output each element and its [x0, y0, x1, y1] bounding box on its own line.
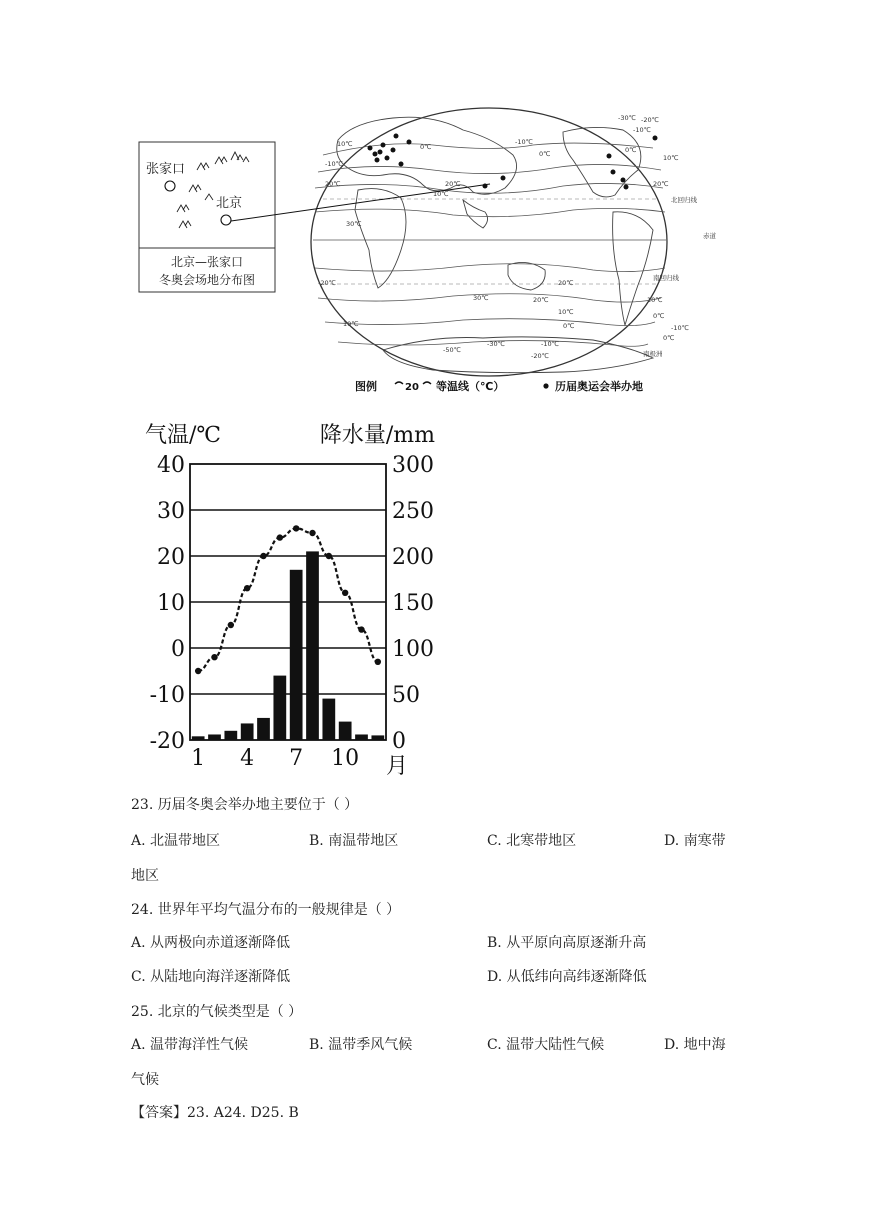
temperature-point [244, 585, 250, 591]
q23-option-a[interactable]: A. 北温带地区 [131, 833, 221, 849]
temperature-point [211, 654, 217, 660]
tropic-south-label: 南回归线 [653, 274, 679, 282]
iso-label: 10℃ [433, 190, 449, 198]
precipitation-bar [339, 722, 352, 740]
q24-option-a[interactable]: A. 从两极向赤道逐渐降低 [131, 935, 291, 951]
x-tick-label: 4 [240, 746, 255, 771]
iso-label: 0℃ [539, 150, 551, 158]
iso-label: -10℃ [515, 138, 533, 146]
precipitation-bar [241, 723, 254, 740]
iso-label: 0℃ [563, 322, 575, 330]
x-tick-label: 7 [289, 746, 304, 771]
iso-label: 30℃ [346, 220, 362, 228]
right-axis-label: 降水量/mm [319, 423, 435, 448]
right-tick-label: 300 [392, 453, 434, 478]
temperature-point [309, 530, 315, 536]
iso-label: 0℃ [625, 146, 637, 154]
precipitation-bar [192, 736, 205, 740]
precipitation-bar [290, 570, 303, 740]
equator-label: 赤道 [703, 232, 716, 240]
iso-label: 20℃ [325, 180, 341, 188]
left-tick-label: -10 [149, 683, 185, 708]
temperature-point [358, 626, 364, 632]
x-tick-label: 1 [191, 746, 206, 771]
legend-prefix: 图例 [355, 380, 377, 393]
q25-option-c[interactable]: C. 温带大陆性气候 [487, 1037, 605, 1053]
iso-label: 10℃ [343, 320, 359, 328]
inset-caption-line2: 冬奥会场地分布图 [158, 273, 256, 287]
q23-option-c[interactable]: C. 北寒带地区 [487, 833, 577, 849]
climate-chart [133, 410, 443, 785]
q25-option-a[interactable]: A. 温带海洋性气候 [131, 1037, 249, 1053]
q25-option-d[interactable]: D. 地中海 [664, 1037, 726, 1053]
precipitation-bar [322, 699, 335, 740]
iso-label: -10℃ [671, 324, 689, 332]
precipitation-bar [273, 676, 286, 740]
temperature-point [277, 534, 283, 540]
q24-option-d[interactable]: D. 从低纬向高纬逐渐降低 [487, 969, 647, 985]
q24-option-c[interactable]: C. 从陆地向海洋逐渐降低 [131, 969, 291, 985]
iso-label: 20℃ [558, 279, 574, 287]
iso-label: 10℃ [337, 140, 353, 148]
inset-label-beijing: 北京 [216, 196, 243, 211]
iso-label: -20℃ [641, 116, 659, 124]
legend-iso-text: 等温线（℃） [436, 380, 505, 393]
iso-label: -50℃ [443, 346, 461, 354]
iso-label: -10℃ [541, 340, 559, 348]
iso-label: 0℃ [663, 334, 675, 342]
iso-label: -30℃ [618, 114, 636, 122]
right-tick-label: 250 [392, 499, 434, 524]
precipitation-bar [257, 718, 270, 740]
legend-dot-icon [543, 383, 548, 388]
q25-option-d-continued: 气候 [131, 1072, 159, 1088]
question-23: 23. 历届冬奥会举办地主要位于（ ） [131, 797, 359, 813]
precipitation-bar [355, 734, 368, 740]
inset-caption-line1: 北京—张家口 [170, 255, 244, 269]
right-tick-label: 200 [392, 545, 434, 570]
q23-option-d[interactable]: D. 南寒带 [664, 833, 726, 849]
answer-line: 【答案】23. A24. D25. B [131, 1105, 299, 1121]
iso-label: 10℃ [663, 154, 679, 162]
temperature-curve [198, 528, 378, 671]
left-axis-label: 气温/℃ [145, 423, 222, 448]
temperature-point [228, 622, 234, 628]
question-24: 24. 世界年平均气温分布的一般规律是（ ） [131, 902, 401, 918]
precipitation-bar [224, 731, 237, 740]
iso-label: 20℃ [653, 180, 669, 188]
temperature-point [375, 659, 381, 665]
iso-label: 0℃ [653, 312, 665, 320]
right-tick-label: 100 [392, 637, 434, 662]
left-tick-label: 0 [171, 637, 185, 662]
right-tick-label: 150 [392, 591, 434, 616]
iso-label: -20℃ [531, 352, 549, 360]
q25-option-b[interactable]: B. 温带季风气候 [309, 1037, 413, 1053]
left-tick-label: -20 [149, 729, 185, 754]
precipitation-bar [371, 735, 384, 740]
month-unit-label: 月 [386, 754, 409, 779]
tropic-north-label: 北回归线 [671, 196, 697, 204]
right-tick-label: 0 [392, 729, 406, 754]
iso-label: -30℃ [487, 340, 505, 348]
question-25: 25. 北京的气候类型是（ ） [131, 1004, 303, 1020]
iso-label: -10℃ [633, 126, 651, 134]
q23-option-b[interactable]: B. 南温带地区 [309, 833, 399, 849]
precipitation-bar [208, 734, 221, 740]
temperature-point [293, 525, 299, 531]
iso-label: -20℃ [318, 279, 336, 287]
right-tick-label: 50 [392, 683, 420, 708]
iso-label: 20℃ [445, 180, 461, 188]
legend-iso-value: 20 [405, 382, 419, 393]
iso-label: 30℃ [473, 294, 489, 302]
iso-label: 10℃ [647, 296, 663, 304]
iso-label: 0℃ [420, 143, 432, 151]
iso-label: -10℃ [325, 160, 343, 168]
q24-option-b[interactable]: B. 从平原向高原逐渐升高 [487, 935, 647, 951]
left-tick-label: 20 [157, 545, 185, 570]
temperature-point [326, 553, 332, 559]
left-tick-label: 10 [157, 591, 185, 616]
iso-label: 20℃ [533, 296, 549, 304]
precipitation-bar [306, 551, 319, 740]
antarctica-label: 南极洲 [643, 350, 663, 358]
temperature-point [260, 553, 266, 559]
q23-option-d-continued: 地区 [131, 868, 159, 884]
temperature-point [342, 590, 348, 596]
inset-label-zhangjiakou: 张家口 [146, 162, 186, 177]
world-isotherm-map [133, 100, 723, 398]
iso-label: 10℃ [558, 308, 574, 316]
temperature-point [195, 668, 201, 674]
left-tick-label: 40 [157, 453, 185, 478]
x-tick-label: 10 [331, 746, 360, 771]
legend-dot-text: 历届奥运会举办地 [555, 380, 643, 393]
left-tick-label: 30 [157, 499, 185, 524]
